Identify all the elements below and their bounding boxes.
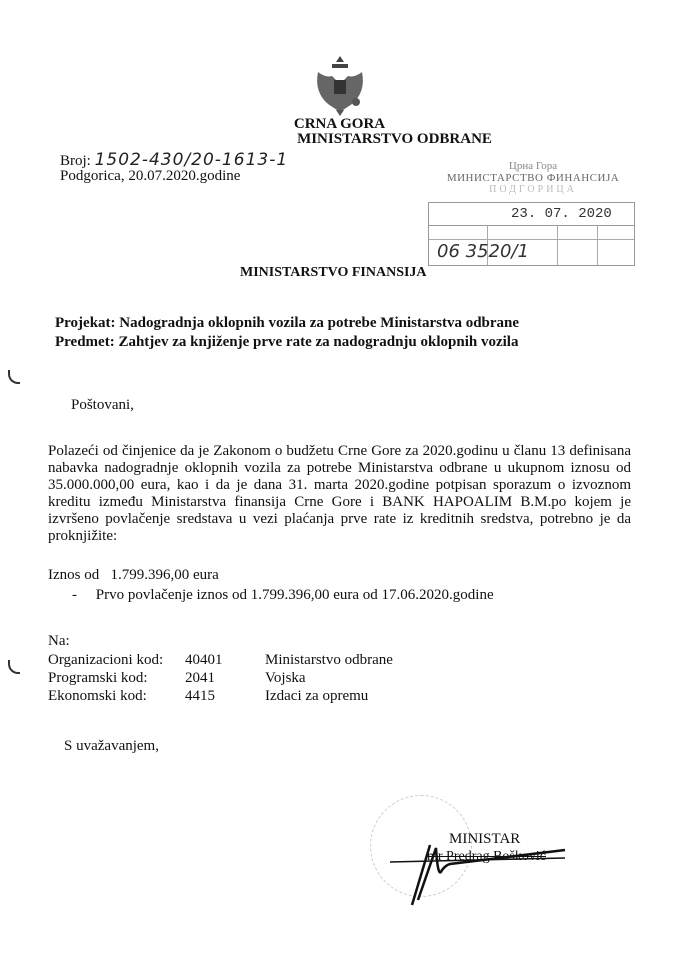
code-row <box>48 687 393 705</box>
signature-scribble-icon <box>390 840 570 910</box>
closing: S uvažavanjem, <box>64 738 159 754</box>
reference-handwritten-number: 1502-430/20-1613-1 <box>94 150 289 170</box>
code-label: Organizacioni kod: <box>48 652 164 668</box>
subject-block <box>55 314 519 352</box>
header-ministry: MINISTARSTVO ODBRANE <box>297 131 492 147</box>
code-value: 2041 <box>185 670 215 686</box>
bullet-text: Prvo povlačenje iznos od 1.799.396,00 eura od 17.06.2020.godine <box>95 587 494 603</box>
body-paragraph: Polazeći od činjenice da je Zakonom o budžetu Crne Gore za 2020.godinu u članu 13 definisana nabavka nadogradnje oklopnih vozila za potrebe Ministarstva odbrane u ukupnom iznosu od 35.000.000,00 eura, kao i da je dana 31. marta 2020.godine potpisan sporazum o izvoznom kreditu između Ministarstva finansija Crne Gore i BANK HAPOALIM B.M.po kojem je izvršeno povlačenje sredstava u vezi plaćanja prve rate iz kreditnih sredstva, potrebno je da proknjižite: <box>48 443 631 544</box>
coat-of-arms-icon <box>312 52 368 118</box>
signatory-name: mr Predrag Bošković <box>427 849 546 864</box>
reference-label: Broj: <box>60 153 91 169</box>
addressee: MINISTARSTVO FINANSIJA <box>240 265 427 280</box>
code-row <box>48 669 393 687</box>
subject-line: Predmet: Zahtjev za knjiženje prve rate za nadogradnju oklopnih vozila <box>55 334 519 350</box>
budget-codes <box>48 651 393 705</box>
signatory-title: MINISTAR <box>449 831 521 847</box>
received-stamp <box>428 160 638 272</box>
bullet-dash: - <box>72 587 77 603</box>
stamp-city: ПОДГОРИЦА <box>489 184 577 195</box>
code-value: 4415 <box>185 688 215 704</box>
code-row <box>48 651 393 669</box>
bullet-item <box>72 587 494 604</box>
code-description: Ministarstvo odbrane <box>265 652 393 668</box>
header-country: CRNA GORA <box>293 116 386 132</box>
margin-hole-mark <box>8 370 20 384</box>
project-line: Projekat: Nadogradnja oklopnih vozila za potrebe Ministarstva odbrane <box>55 315 520 331</box>
stamp-date: 23. 07. 2020 <box>511 206 612 222</box>
greeting: Poštovani, <box>71 397 134 413</box>
code-value: 40401 <box>185 652 223 668</box>
stamp-country: Црна Гора <box>508 160 558 172</box>
stamp-ministry: МИНИСТАРСТВО ФИНАНСИЈА <box>446 172 620 184</box>
code-label: Ekonomski kod: <box>48 688 147 704</box>
to-label: Na: <box>48 633 70 649</box>
stamp-handwritten-number: 06 3520/1 <box>437 241 529 262</box>
margin-hole-mark <box>8 660 20 674</box>
code-description: Izdaci za opremu <box>265 688 369 704</box>
code-label: Programski kod: <box>48 670 148 686</box>
code-description: Vojska <box>265 670 306 686</box>
reference-number <box>60 150 288 170</box>
amount-line: Iznos od 1.799.396,00 eura <box>48 567 219 583</box>
place-date: Podgorica, 20.07.2020.godine <box>60 168 241 184</box>
stamp-grid <box>428 202 635 266</box>
